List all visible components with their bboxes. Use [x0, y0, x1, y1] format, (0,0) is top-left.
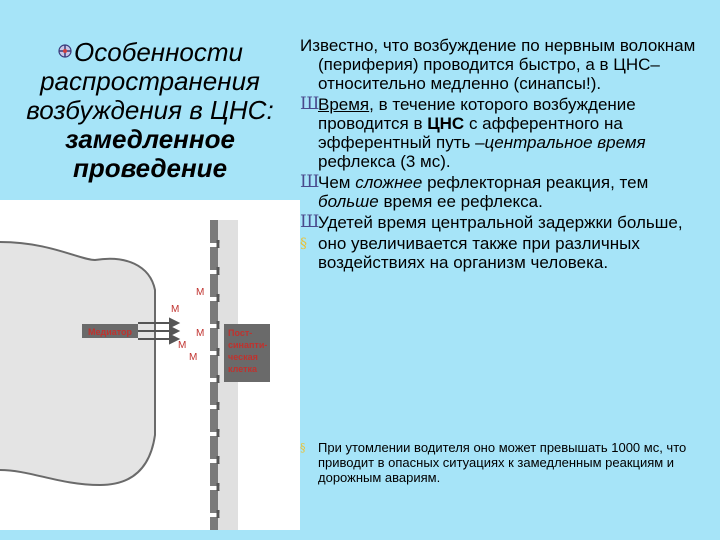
slide-title — [4, 38, 296, 183]
title-line-4: замедленное — [65, 124, 235, 154]
m-label: М — [189, 352, 198, 363]
synapse-diagram — [0, 200, 300, 530]
bullet-marker: § — [300, 441, 306, 454]
postsynaptic-label-2: синапти- — [228, 340, 268, 350]
title-line-3: возбуждения в ЦНС: — [26, 95, 274, 125]
bullet-cross-icon — [57, 43, 73, 59]
paragraph-complexity: Ш Чем сложнее рефлекторная реакция, тем больше время ее рефлекса. — [300, 172, 649, 211]
m-label: М — [178, 340, 187, 351]
bullet-marker: § — [300, 236, 307, 252]
bullet-marker: Ш — [300, 172, 320, 192]
postsynaptic-label-1: Пост- — [228, 328, 253, 338]
postsynaptic-label-4: клетка — [228, 364, 258, 374]
paragraph-intro: Известно, что возбуждение по нервным волокнам (периферия) проводится быстро, а в ЦНС– относительно медленно (синапсы!). — [300, 36, 696, 93]
mediator-arrows — [138, 319, 178, 343]
mediator-label: Медиатор — [88, 327, 133, 337]
paragraph-children: Ш Удетей время центральной задержки больше, — [300, 212, 683, 232]
paragraph-influences: § оно увеличивается также при различных воздействиях на организм человека. — [300, 234, 640, 272]
main-text — [300, 36, 710, 274]
title-line-1: Особенности — [4, 38, 296, 67]
presynaptic-terminal — [0, 242, 155, 485]
paragraph-central-time: Ш Время, в течение которого возбуждение проводится в ЦНС с афферентного на эфферентный путь –центральное время рефлекса (3 мс). — [300, 94, 646, 171]
bullet-marker: Ш — [300, 94, 320, 114]
paragraph-fatigue: § При утомлении водителя оно может превышать 1000 мс, что приводит в опасных ситуациях к замедленным реакциям и дорожным авариям. — [300, 440, 687, 485]
title-line-5: проведение — [72, 153, 228, 183]
bullet-marker: Ш — [300, 212, 320, 232]
m-label: М — [196, 328, 205, 339]
fatigue-note — [300, 440, 710, 487]
m-label: М — [171, 304, 180, 315]
postsynaptic-label-3: ческая — [228, 352, 258, 362]
m-label: М — [196, 287, 205, 298]
title-line-2: распространения — [40, 66, 260, 96]
